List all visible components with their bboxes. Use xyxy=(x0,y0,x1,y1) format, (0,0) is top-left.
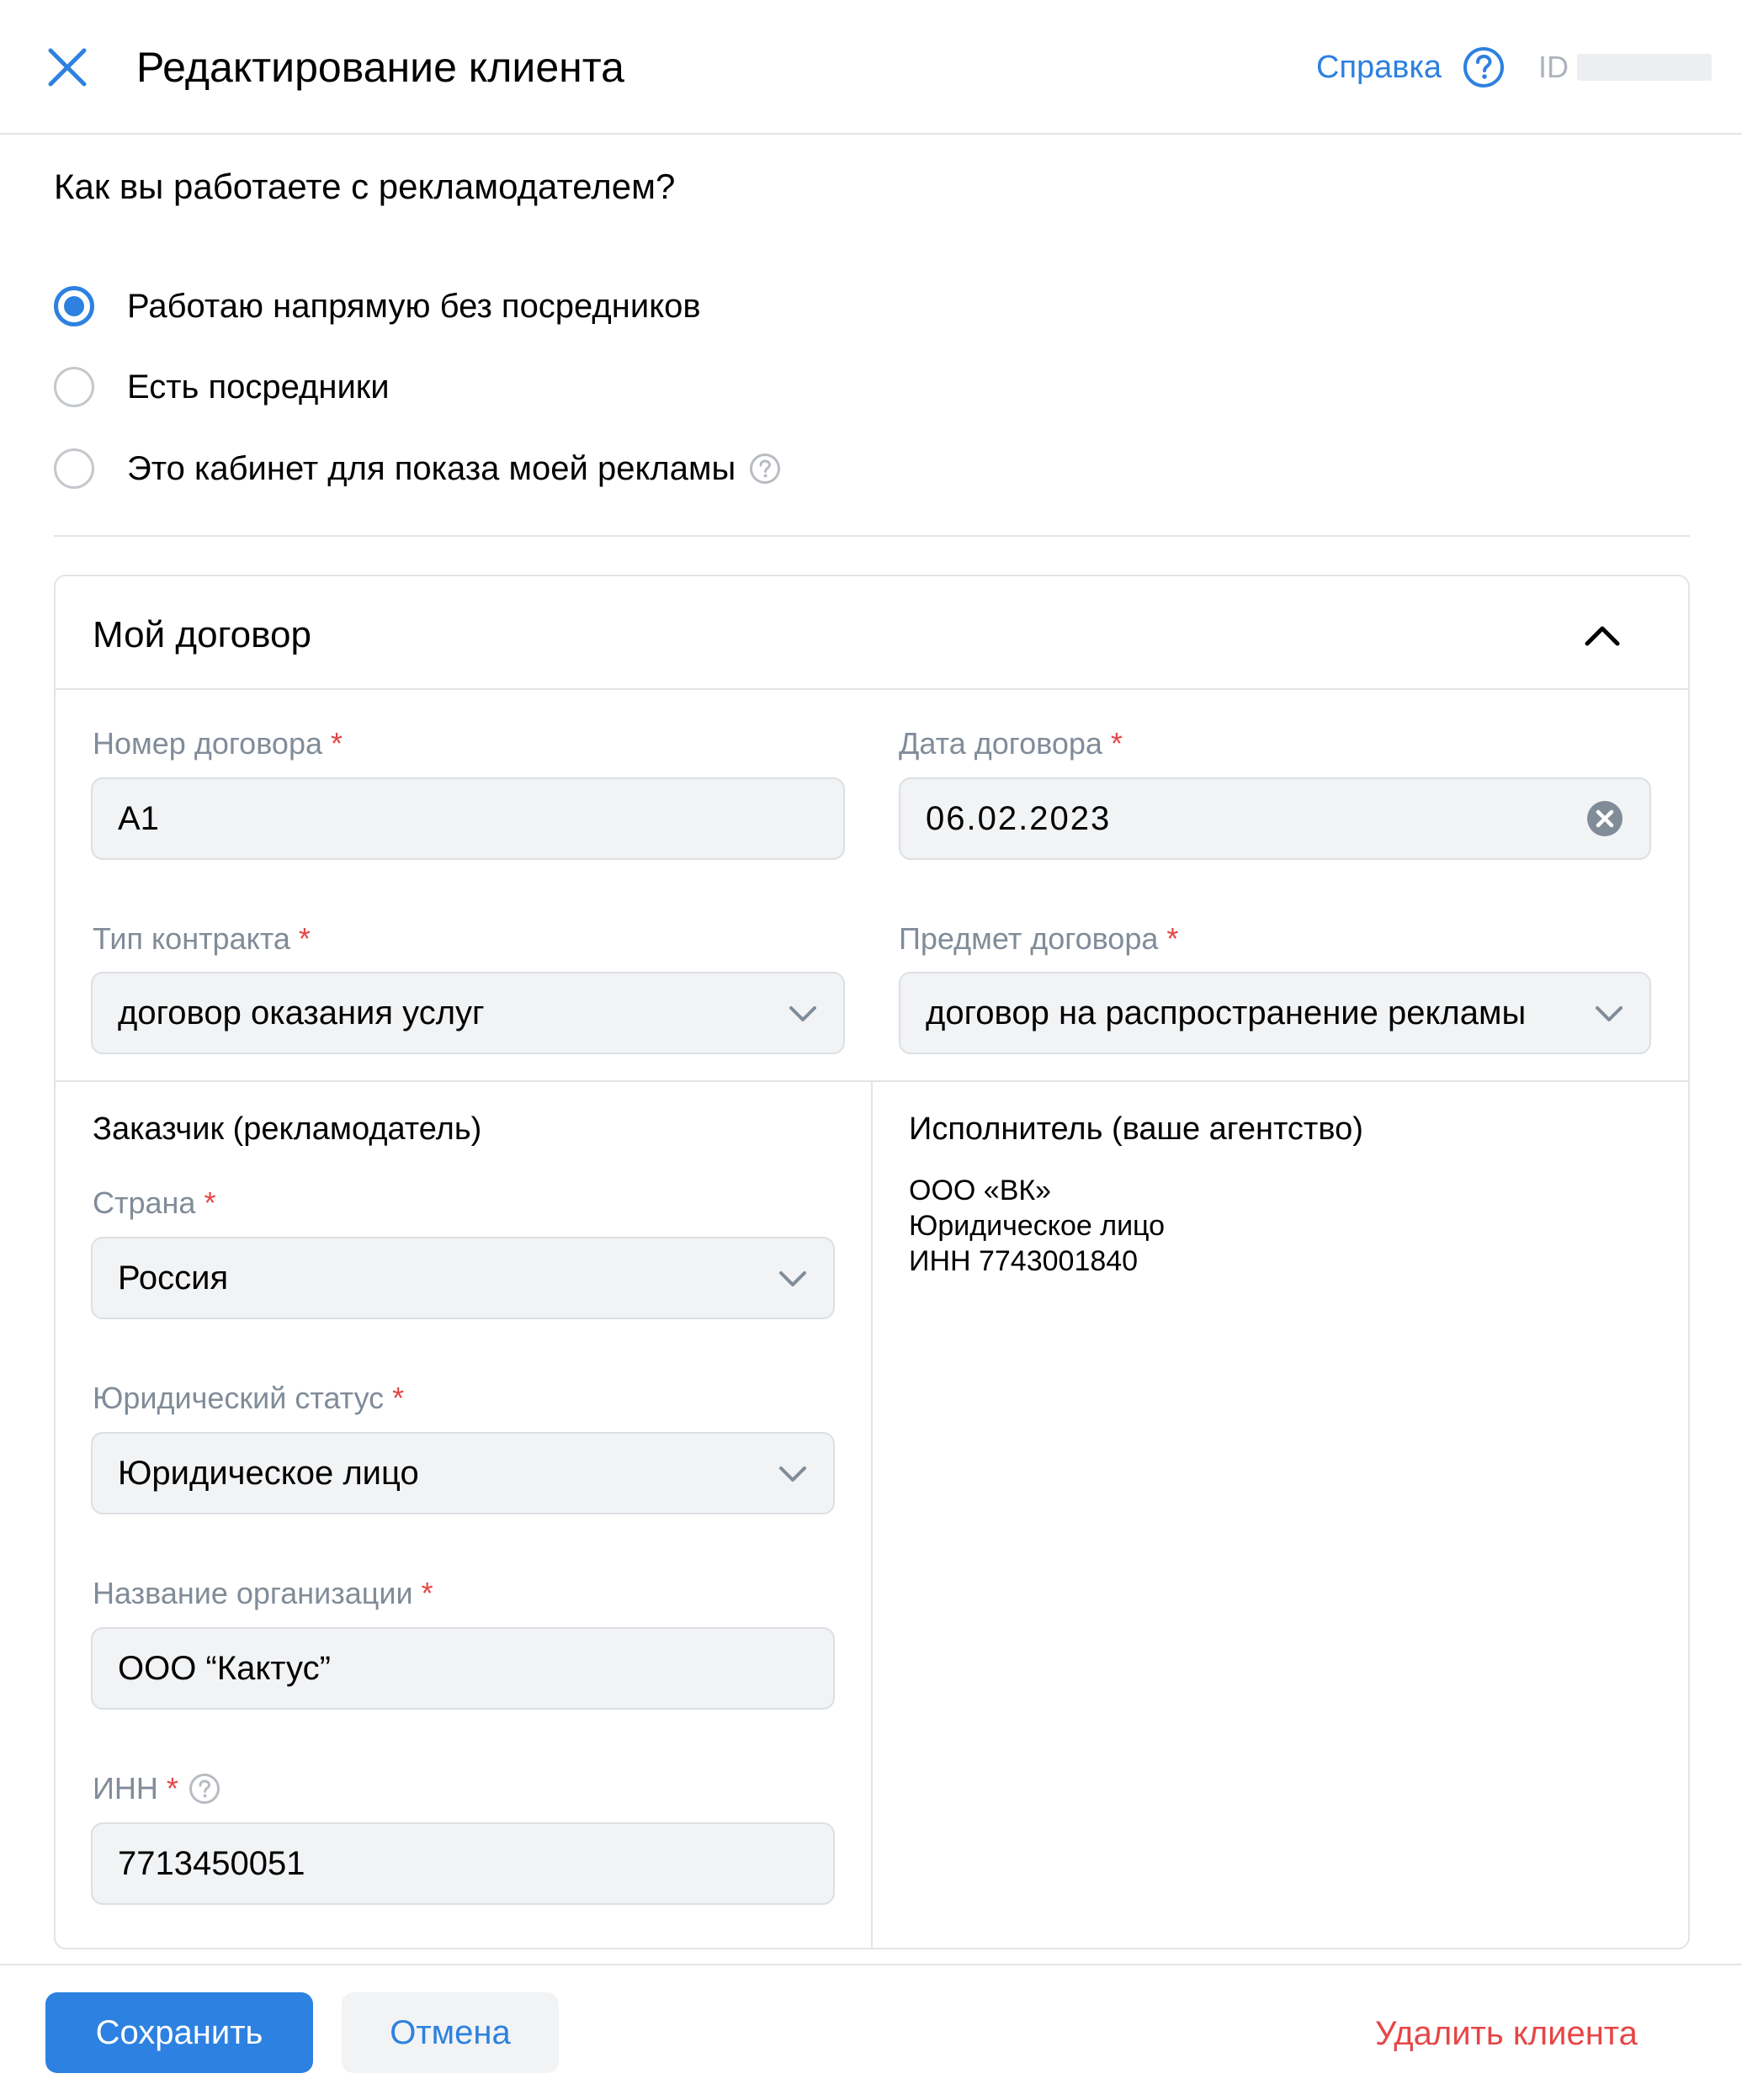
required-mark: * xyxy=(331,726,343,761)
chevron-down-icon xyxy=(1591,994,1628,1031)
required-mark: * xyxy=(204,1185,216,1220)
parties-column-divider xyxy=(871,1082,873,1948)
work-mode-question: Как вы работаете с рекламодателем? xyxy=(54,167,676,206)
executor-section-title: Исполнитель (ваше агентство) xyxy=(909,1111,1363,1147)
required-mark: * xyxy=(166,1771,178,1806)
legal-status-select[interactable] xyxy=(91,1432,835,1514)
help-icon[interactable] xyxy=(1463,46,1505,88)
input-value: A1 xyxy=(118,799,159,837)
executor-org-name: ООО «ВК» xyxy=(909,1175,1052,1206)
label-text: ИНН xyxy=(93,1771,158,1806)
contract-number-label xyxy=(93,725,343,762)
required-mark: * xyxy=(1166,921,1179,956)
select-value: договор на распространение рекламы xyxy=(926,994,1527,1031)
org-name-input[interactable] xyxy=(91,1627,835,1710)
label-text: Предмет договора xyxy=(899,921,1159,956)
select-value: договор оказания услуг xyxy=(118,994,485,1031)
inn-hint-icon[interactable] xyxy=(189,1773,220,1805)
legal-status-label xyxy=(93,1380,404,1417)
radio-label: Это кабинет для показа моей рекламы xyxy=(127,450,736,487)
label-text: Дата договора xyxy=(899,726,1102,761)
radio-option-intermediaries[interactable] xyxy=(54,362,390,412)
contract-type-select[interactable] xyxy=(91,972,845,1054)
radio-label: Есть посредники xyxy=(127,369,390,406)
label-text: Название организации xyxy=(93,1576,413,1610)
close-icon[interactable] xyxy=(44,44,91,91)
radio-button[interactable] xyxy=(54,448,94,489)
save-button[interactable]: Сохранить xyxy=(45,1992,313,2073)
inn-input[interactable] xyxy=(91,1822,835,1905)
select-value: Юридическое лицо xyxy=(118,1454,419,1492)
contract-subject-label xyxy=(899,920,1178,957)
radio-button[interactable] xyxy=(54,367,94,407)
label-text: Страна xyxy=(93,1185,196,1220)
id-label: ID xyxy=(1538,50,1569,84)
contract-date-input[interactable] xyxy=(899,777,1651,860)
question-hint-icon[interactable] xyxy=(749,453,781,485)
label-text: Номер договора xyxy=(93,726,322,761)
input-value: 7713450051 xyxy=(118,1844,305,1882)
footer-divider xyxy=(0,1964,1742,1965)
radio-option-own-ads[interactable] xyxy=(54,443,781,494)
radio-option-direct[interactable] xyxy=(54,281,701,331)
required-mark: * xyxy=(392,1381,405,1415)
id-value-placeholder xyxy=(1577,54,1712,81)
clear-icon[interactable] xyxy=(1585,799,1624,838)
contract-subject-select[interactable] xyxy=(899,972,1651,1054)
country-select[interactable] xyxy=(91,1237,835,1319)
executor-legal-status: Юридическое лицо xyxy=(909,1210,1166,1242)
chevron-up-icon[interactable] xyxy=(1579,612,1626,660)
customer-section-title: Заказчик (рекламодатель) xyxy=(93,1111,482,1147)
radio-label: Работаю напрямую без посредников xyxy=(127,288,701,325)
contract-type-label xyxy=(93,920,311,957)
required-mark: * xyxy=(298,921,311,956)
required-mark: * xyxy=(1110,726,1123,761)
label-text: Тип контракта xyxy=(93,921,290,956)
input-value: ООО “Кактус” xyxy=(118,1649,331,1687)
required-mark: * xyxy=(421,1576,433,1610)
page-title: Редактирование клиента xyxy=(136,44,624,91)
help-link[interactable]: Справка xyxy=(1316,50,1442,85)
chevron-down-icon xyxy=(774,1455,811,1492)
section-divider xyxy=(54,535,1690,537)
country-label xyxy=(93,1185,215,1222)
label-text: Юридический статус xyxy=(93,1381,385,1415)
chevron-down-icon xyxy=(784,994,821,1031)
chevron-down-icon xyxy=(774,1259,811,1297)
org-name-label xyxy=(93,1575,433,1612)
executor-inn: ИНН 7743001840 xyxy=(909,1245,1139,1277)
contract-date-label xyxy=(899,725,1123,762)
contract-number-input[interactable] xyxy=(91,777,845,860)
card-header-divider xyxy=(56,688,1688,690)
radio-button-checked[interactable] xyxy=(54,286,94,326)
input-value: 06.02.2023 xyxy=(926,799,1112,837)
contract-card-title: Мой договор xyxy=(93,614,311,655)
cancel-button[interactable]: Отмена xyxy=(342,1992,559,2073)
inn-label xyxy=(93,1770,220,1807)
select-value: Россия xyxy=(118,1259,229,1297)
delete-client-button[interactable]: Удалить клиента xyxy=(1375,2015,1638,2052)
